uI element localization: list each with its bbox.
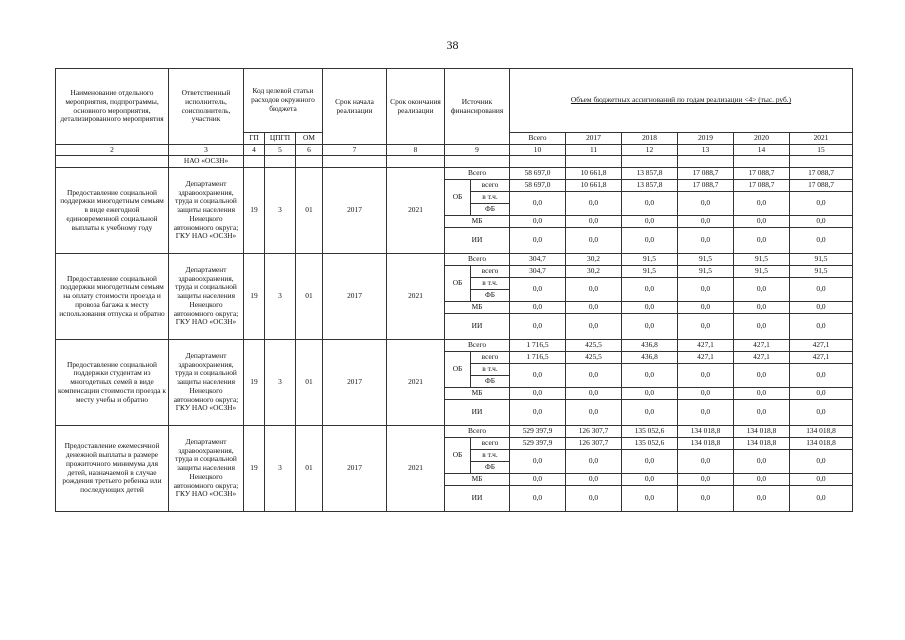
header-source: Источник финансирования [445,69,510,145]
source-ob-label: ОБ [445,180,471,216]
total-value: 91,5 [622,254,678,266]
ob-value: 13 857,8 [622,180,678,192]
source-total-label: Всего [445,426,510,438]
code-gp: 19 [244,168,265,254]
ii-value: 0,0 [678,314,734,340]
mb-value: 0,0 [510,216,566,228]
budget-row-total [56,254,853,266]
code-ptgp: 3 [265,426,296,512]
budget-row-total [56,168,853,180]
fb-value: 0,0 [734,364,790,388]
header-code: Код целевой статьи расходов окружного бюджета [244,69,323,133]
source-total-label: Всего [445,254,510,266]
ii-value: 0,0 [622,486,678,512]
total-value: 91,5 [678,254,734,266]
code-om: 01 [296,426,323,512]
ob-value: 91,5 [622,266,678,278]
column-number: 11 [566,145,622,156]
fb-value: 0,0 [790,278,853,302]
total-value: 91,5 [790,254,853,266]
ii-value: 0,0 [790,314,853,340]
total-value: 134 018,8 [678,426,734,438]
source-mb-label: МБ [445,216,510,228]
ob-value: 427,1 [678,352,734,364]
fb-value: 0,0 [734,450,790,474]
column-number: 15 [790,145,853,156]
header-start: Срок начала реализации [323,69,387,145]
ob-value: 427,1 [734,352,790,364]
column-number: 3 [169,145,244,156]
total-value: 30,2 [566,254,622,266]
start-year: 2017 [323,340,387,426]
total-value: 436,8 [622,340,678,352]
column-number: 10 [510,145,566,156]
ob-value: 126 307,7 [566,438,622,450]
ob-value: 58 697,0 [510,180,566,192]
mb-value: 0,0 [622,302,678,314]
fb-value: 0,0 [510,450,566,474]
column-number: 9 [445,145,510,156]
executor: Департамент здравоохранения, труда и социальной защиты населения Ненецкого автономного округа; ГКУ НАО «ОСЗН» [169,340,244,426]
source-ii-label: ИИ [445,400,510,426]
total-value: 17 088,7 [678,168,734,180]
header-year: 2019 [678,133,734,145]
source-ii-label: ИИ [445,486,510,512]
total-value: 91,5 [734,254,790,266]
activity-name: Предоставление социальной поддержки студентам из многодетных семей в виде компенсации стоимости проезда к месту учебы и обратно [56,340,169,426]
fb-value: 0,0 [790,450,853,474]
total-value: 529 397,9 [510,426,566,438]
total-value: 58 697,0 [510,168,566,180]
ii-value: 0,0 [678,400,734,426]
source-vsego-label: всего [471,352,510,364]
continuation-executor: НАО «ОСЗН» [169,156,244,168]
header-gp: ГП [244,133,265,145]
mb-value: 0,0 [790,388,853,400]
ii-value: 0,0 [790,228,853,254]
ii-value: 0,0 [734,314,790,340]
mb-value: 0,0 [734,474,790,486]
header-name: Наименование отдельного мероприятия, подпрограммы, основного мероприятия, детализированного мероприятия [56,69,169,145]
column-number: 13 [678,145,734,156]
column-number: 5 [265,145,296,156]
fb-value: 0,0 [678,364,734,388]
fb-value: 0,0 [566,450,622,474]
mb-value: 0,0 [678,388,734,400]
ii-value: 0,0 [734,228,790,254]
total-value: 1 716,5 [510,340,566,352]
mb-value: 0,0 [734,388,790,400]
code-ptgp: 3 [265,168,296,254]
activity-name: Предоставление ежемесячной денежной выплаты в размере прожиточного минимума для детей, назначаемой в случае рождения третьего ребенка или последующих детей [56,426,169,512]
total-value: 10 661,8 [566,168,622,180]
ob-value: 17 088,7 [734,180,790,192]
code-ptgp: 3 [265,340,296,426]
ii-value: 0,0 [678,228,734,254]
total-value: 17 088,7 [790,168,853,180]
executor: Департамент здравоохранения, труда и социальной защиты населения Ненецкого автономного округа; ГКУ НАО «ОСЗН» [169,168,244,254]
ob-value: 91,5 [734,266,790,278]
source-fb-label: ФБ [471,462,510,474]
ob-value: 134 018,8 [678,438,734,450]
header-year: 2021 [790,133,853,145]
ii-value: 0,0 [622,314,678,340]
ob-value: 134 018,8 [790,438,853,450]
code-om: 01 [296,168,323,254]
ii-value: 0,0 [510,400,566,426]
code-om: 01 [296,254,323,340]
code-om: 01 [296,340,323,426]
activity-name: Предоставление социальной поддержки многодетным семьям в виде ежегодной единовременной социальной выплаты к учебному году [56,168,169,254]
fb-value: 0,0 [622,450,678,474]
budget-row-total [56,426,853,438]
start-year: 2017 [323,168,387,254]
total-value: 304,7 [510,254,566,266]
mb-value: 0,0 [566,474,622,486]
source-mb-label: МБ [445,388,510,400]
header-ptgp: ЦПГП [265,133,296,145]
header-om: ОМ [296,133,323,145]
source-ob-label: ОБ [445,352,471,388]
header-year: 2018 [622,133,678,145]
ob-value: 30,2 [566,266,622,278]
total-value: 17 088,7 [734,168,790,180]
source-total-label: Всего [445,168,510,180]
code-gp: 19 [244,426,265,512]
ob-value: 91,5 [790,266,853,278]
fb-value: 0,0 [566,192,622,216]
continuation-empty-cell [56,156,169,168]
source-vsego-label: всего [471,266,510,278]
total-value: 427,1 [678,340,734,352]
source-mb-label: МБ [445,474,510,486]
source-vtch-label: в т.ч. [471,278,510,290]
fb-value: 0,0 [790,364,853,388]
start-year: 2017 [323,426,387,512]
column-number: 8 [387,145,445,156]
executor: Департамент здравоохранения, труда и социальной защиты населения Ненецкого автономного округа; ГКУ НАО «ОСЗН» [169,426,244,512]
header-year: 2017 [566,133,622,145]
ob-value: 436,8 [622,352,678,364]
total-value: 427,1 [734,340,790,352]
source-ii-label: ИИ [445,314,510,340]
ii-value: 0,0 [510,228,566,254]
fb-value: 0,0 [510,192,566,216]
ob-value: 17 088,7 [678,180,734,192]
fb-value: 0,0 [678,278,734,302]
ii-value: 0,0 [734,400,790,426]
fb-value: 0,0 [510,278,566,302]
source-vtch-label: в т.ч. [471,450,510,462]
header-volume: Объем бюджетных ассигнований по годам реализации <4> (тыс. руб.) [510,69,853,133]
ii-value: 0,0 [790,400,853,426]
total-value: 13 857,8 [622,168,678,180]
source-ob-label: ОБ [445,438,471,474]
ii-value: 0,0 [566,400,622,426]
start-year: 2017 [323,254,387,340]
source-fb-label: ФБ [471,376,510,388]
fb-value: 0,0 [678,450,734,474]
source-vsego-label: всего [471,180,510,192]
fb-value: 0,0 [622,192,678,216]
source-vsego-label: всего [471,438,510,450]
total-value: 126 307,7 [566,426,622,438]
ii-value: 0,0 [566,486,622,512]
ii-value: 0,0 [566,314,622,340]
fb-value: 0,0 [566,364,622,388]
code-ptgp: 3 [265,254,296,340]
mb-value: 0,0 [622,474,678,486]
continuation-row [56,156,853,168]
ii-value: 0,0 [566,228,622,254]
header-total: Всего [510,133,566,145]
end-year: 2021 [387,254,445,340]
column-numbers-row [56,145,853,156]
header-year: 2020 [734,133,790,145]
budget-table [55,68,853,512]
ob-value: 1 716,5 [510,352,566,364]
total-value: 134 018,8 [790,426,853,438]
end-year: 2021 [387,168,445,254]
ii-value: 0,0 [790,486,853,512]
page-number: 38 [446,38,459,52]
column-number: 2 [56,145,169,156]
mb-value: 0,0 [790,474,853,486]
code-gp: 19 [244,340,265,426]
mb-value: 0,0 [510,474,566,486]
total-value: 427,1 [790,340,853,352]
mb-value: 0,0 [510,302,566,314]
fb-value: 0,0 [622,278,678,302]
ob-value: 427,1 [790,352,853,364]
source-ii-label: ИИ [445,228,510,254]
ob-value: 304,7 [510,266,566,278]
mb-value: 0,0 [566,388,622,400]
mb-value: 0,0 [622,388,678,400]
mb-value: 0,0 [790,216,853,228]
mb-value: 0,0 [678,302,734,314]
fb-value: 0,0 [678,192,734,216]
source-mb-label: МБ [445,302,510,314]
column-number: 12 [622,145,678,156]
mb-value: 0,0 [566,216,622,228]
ob-value: 10 661,8 [566,180,622,192]
total-value: 135 052,6 [622,426,678,438]
mb-value: 0,0 [566,302,622,314]
mb-value: 0,0 [510,388,566,400]
header-row [56,69,853,133]
activity-name: Предоставление социальной поддержки многодетным семьям на оплату стоимости проезда и провоза багажа к месту использования отпуска и обратно [56,254,169,340]
column-number: 7 [323,145,387,156]
source-vtch-label: в т.ч. [471,192,510,204]
ii-value: 0,0 [622,228,678,254]
ii-value: 0,0 [622,400,678,426]
end-year: 2021 [387,340,445,426]
ob-value: 134 018,8 [734,438,790,450]
ii-value: 0,0 [510,486,566,512]
ob-value: 425,5 [566,352,622,364]
fb-value: 0,0 [790,192,853,216]
mb-value: 0,0 [734,216,790,228]
header-executor: Ответственный исполнитель, соисполнитель, участник [169,69,244,145]
ii-value: 0,0 [734,486,790,512]
ob-value: 135 052,6 [622,438,678,450]
mb-value: 0,0 [622,216,678,228]
column-number: 14 [734,145,790,156]
header-end: Срок окончания реализации [387,69,445,145]
fb-value: 0,0 [734,278,790,302]
source-ob-label: ОБ [445,266,471,302]
executor: Департамент здравоохранения, труда и социальной защиты населения Ненецкого автономного округа; ГКУ НАО «ОСЗН» [169,254,244,340]
end-year: 2021 [387,426,445,512]
column-number: 6 [296,145,323,156]
budget-row-total [56,340,853,352]
fb-value: 0,0 [622,364,678,388]
source-fb-label: ФБ [471,290,510,302]
source-fb-label: ФБ [471,204,510,216]
mb-value: 0,0 [678,474,734,486]
ob-value: 17 088,7 [790,180,853,192]
source-total-label: Всего [445,340,510,352]
ob-value: 529 397,9 [510,438,566,450]
mb-value: 0,0 [790,302,853,314]
code-gp: 19 [244,254,265,340]
mb-value: 0,0 [734,302,790,314]
total-value: 425,5 [566,340,622,352]
ob-value: 91,5 [678,266,734,278]
fb-value: 0,0 [510,364,566,388]
ii-value: 0,0 [678,486,734,512]
source-vtch-label: в т.ч. [471,364,510,376]
ii-value: 0,0 [510,314,566,340]
mb-value: 0,0 [678,216,734,228]
fb-value: 0,0 [734,192,790,216]
fb-value: 0,0 [566,278,622,302]
column-number: 4 [244,145,265,156]
total-value: 134 018,8 [734,426,790,438]
